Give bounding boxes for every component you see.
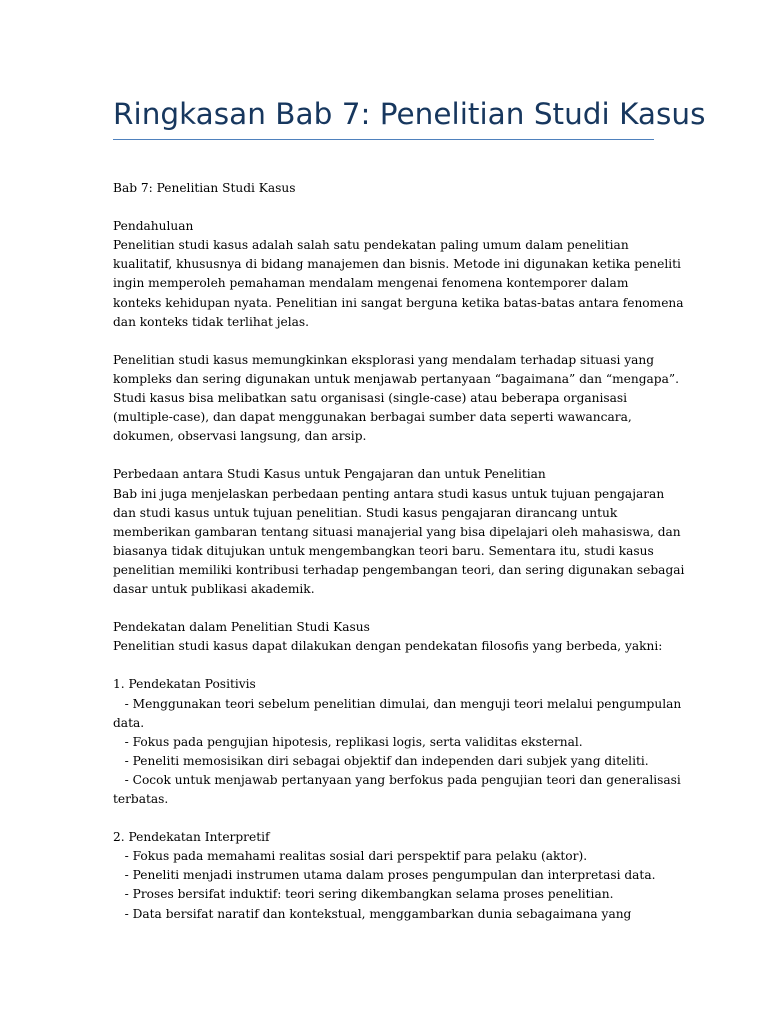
text-line: - Fokus pada memahami realitas sosial dari perspektif para pelaku (aktor). (113, 849, 588, 864)
text-line: - Peneliti memosisikan diri sebagai objektif dan independen dari subjek yang diteliti. (113, 753, 649, 768)
text-line: Penelitian studi kasus adalah salah satu pendekatan paling umum dalam penelitian (113, 238, 629, 253)
text-line: Penelitian studi kasus memungkinkan eksplorasi yang mendalam terhadap situasi yang (113, 352, 655, 367)
text-line: - Proses bersifat induktif: teori sering dikembangkan selama proses penelitian. (113, 887, 614, 902)
text-line: Bab 7: Penelitian Studi Kasus (113, 181, 296, 195)
text-line: - Data bersifat naratif dan kontekstual, menggambarkan dunia sebagaimana yang (113, 906, 632, 921)
text-line: dasar untuk publikasi akademik. (113, 581, 315, 596)
text-line: dan studi kasus untuk tujuan penelitian. Studi kasus pengajaran dirancang untuk (113, 505, 618, 520)
text-line: Perbedaan antara Studi Kasus untuk Pengajaran dan untuk Penelitian (113, 467, 546, 482)
text-line: (multiple-case), dan dapat menggunakan berbagai sumber data seperti wawancara, (113, 410, 632, 425)
text-line: Pendahuluan (113, 219, 194, 234)
text-line: 2. Pendekatan Interpretif (113, 830, 270, 845)
text-line: memberikan gambaran tentang situasi manajerial yang bisa dipelajari oleh mahasiswa, dan (113, 524, 681, 539)
blank-line (113, 198, 658, 217)
text-line: konteks kehidupan nyata. Penelitian ini sangat berguna ketika batas-batas antara fenomena (113, 295, 684, 310)
text-line: Bab ini juga menjelaskan perbedaan penting antara studi kasus untuk tujuan pengajaran (113, 486, 665, 501)
text-line: terbatas. (113, 792, 169, 806)
text-line: kompleks dan sering digunakan untuk menjawab pertanyaan “bagaimana” dan “mengapa”. (113, 371, 679, 386)
text-line: Pendekatan dalam Penelitian Studi Kasus (113, 620, 370, 635)
text-line: Studi kasus bisa melibatkan satu organisasi (single-case) atau beberapa organisasi (113, 391, 628, 406)
text-line: Penelitian studi kasus dapat dilakukan dengan pendekatan filosofis yang berbeda, yakni: (113, 639, 663, 654)
text-line: kualitatif, khususnya di bidang manajemen dan bisnis. Metode ini digunakan ketika peneliti (113, 257, 681, 272)
title-divider (113, 139, 654, 140)
text-line: - Fokus pada pengujian hipotesis, replikasi logis, serta validitas eksternal. (113, 734, 583, 749)
text-line: data. (113, 715, 145, 730)
text-line: - Cocok untuk menjawab pertanyaan yang berfokus pada pengujian teori dan generalisasi (113, 772, 681, 787)
blank-line (113, 332, 658, 351)
blank-line (113, 809, 658, 828)
text-line: - Menggunakan teori sebelum penelitian dimulai, dan menguji teori melalui pengumpulan (113, 696, 682, 711)
document-body (113, 179, 685, 924)
text-line: dan konteks tidak terlihat jelas. (113, 314, 310, 329)
text-line: - Peneliti menjadi instrumen utama dalam proses pengumpulan dan interpretasi data. (113, 868, 656, 883)
blank-line (113, 656, 658, 675)
text-line: biasanya tidak ditujukan untuk mengembangkan teori baru. Sementara itu, studi kasus (113, 543, 654, 558)
blank-line (113, 446, 658, 465)
text-line: dokumen, observasi langsung, dan arsip. (113, 429, 367, 444)
text-line: penelitian memiliki kontribusi terhadap pengembangan teori, dan sering digunakan sebagai (113, 562, 685, 577)
blank-line (113, 599, 658, 618)
text-line: ingin memperoleh pemahaman mendalam mengenai fenomena kontemporer dalam (113, 276, 629, 291)
document-title: Ringkasan Bab 7: Penelitian Studi Kasus (113, 97, 706, 131)
text-line: 1. Pendekatan Positivis (113, 677, 256, 692)
